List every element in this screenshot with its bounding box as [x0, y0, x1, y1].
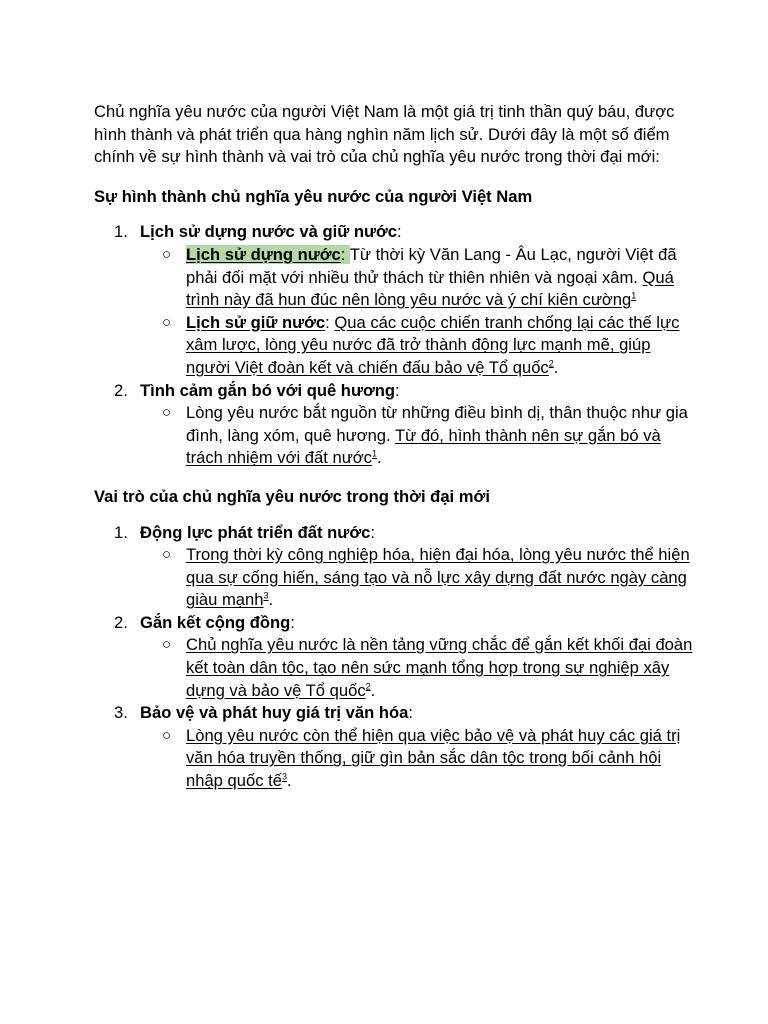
bullet-term: Lịch sử giữ nước [186, 312, 326, 332]
list-number: 3. [114, 703, 128, 723]
numbered-list [94, 221, 694, 470]
section-heading: Sự hình thành chủ nghĩa yêu nước của người Việt Nam [94, 186, 533, 206]
bullet-list [140, 402, 694, 470]
list-item-title: Lịch sử dựng nước và giữ nước [140, 222, 398, 242]
bullet-item: ○ Chủ nghĩa yêu nước là nền tảng vững chắc để gắn kết khối đại đoàn kết toàn dân tộc, tạo nên sức mạnh tổng hợp trong sự nghiệp xây dựng và bảo vệ Tổ quốc$^2$. [162, 635, 693, 700]
intro-paragraph: Chủ nghĩa yêu nước của người Việt Nam là một giá trị tinh thần quý báu, được hình thành và phát triển qua hàng nghìn năm lịch sử. Dưới đây là một số điểm chính về sự hình thành và vai trò của chủ nghĩa yêu nước trong thời đại mới: [94, 102, 675, 167]
highlighted-term: Lịch sử dựng nước [186, 244, 341, 264]
bullet-list [140, 244, 694, 380]
list-number: 1. [114, 522, 128, 542]
list-item: 3. Bảo vệ và phát huy giá trị văn hóa: ○ Lòng yêu nước còn thể hiện qua việc bảo vệ và phát huy các giá trị văn hóa truyền thống, giữ gìn bản sắc dân tộc trong bối cảnh hội nhập quốc tế$^3$. [94, 702, 694, 792]
bullet-circle-icon: ○ [162, 404, 172, 422]
bullet-circle-icon: ○ [162, 245, 172, 263]
bullet-item: ○ Lịch sử giữ nước: Qua các cuộc chiến tranh chống lại các thế lực xâm lược, lòng yêu nước đã trở thành động lực mạnh mẽ, giúp người Việt đoàn kết và chiến đấu bảo vệ Tổ quốc$^2$. [162, 312, 680, 377]
bullet-circle-icon: ○ [162, 636, 172, 654]
footnote-link[interactable]: 1 [371, 448, 377, 459]
bullet-item: ○ Lòng yêu nước còn thể hiện qua việc bảo vệ và phát huy các giá trị văn hóa truyền thống, giữ gìn bản sắc dân tộc trong bối cảnh hội nhập quốc tế$^3$. [162, 725, 681, 791]
document-body [94, 101, 694, 793]
underlined-text: Chủ nghĩa yêu nước là nền tảng vững chắc để gắn kết khối đại đoàn kết toàn dân tộc, tạo nên sức mạnh tổng hợp trong sự nghiệp xây dựng và bảo vệ Tổ quốc [186, 635, 693, 700]
underlined-text: Lòng yêu nước còn thể hiện qua việc bảo vệ và phát huy các giá trị văn hóa truyền thống, giữ gìn bản sắc dân tộc trong bối cảnh hội nhập quốc tế [186, 725, 681, 791]
footnote-link[interactable]: 2 [365, 681, 371, 692]
footnote-link[interactable]: 2 [548, 358, 554, 369]
footnote-link[interactable]: 3 [281, 771, 287, 782]
numbered-list [94, 522, 694, 793]
list-item-title: Gắn kết cộng đồng [140, 612, 291, 632]
list-number: 2. [114, 380, 128, 400]
footnote-link[interactable]: 1 [631, 290, 637, 301]
bullet-circle-icon: ○ [162, 313, 172, 331]
list-number: 1. [114, 222, 128, 242]
bullet-item: ○ Lịch sử dựng nước: Từ thời kỳ Văn Lang - Âu Lạc, người Việt đã phải đối mặt với nhiều thử thách từ thiên nhiên và ngoại xâm. Quá trình này đã hun đúc nên lòng yêu nước và ý chí kiên cường$^1$ [162, 244, 677, 310]
list-item: 1. Động lực phát triển đất nước: ○ Trong thời kỳ công nghiệp hóa, hiện đại hóa, lòng yêu nước thể hiện qua sự cống hiến, sáng tạo và nỗ lực xây dựng đất nước ngày càng giàu mạnh$^3$. [94, 522, 694, 612]
section-heading: Vai trò của chủ nghĩa yêu nước trong thời đại mới [94, 486, 490, 506]
underlined-text: Quá trình này đã hun đúc nên lòng yêu nước và ý chí kiên cường [186, 267, 674, 310]
list-item-title: Tình cảm gắn bó với quê hương [140, 380, 396, 400]
underlined-text: Trong thời kỳ công nghiệp hóa, hiện đại hóa, lòng yêu nước thể hiện qua sự cống hiến, sáng tạo và nỗ lực xây dựng đất nước ngày càng giàu mạnh [186, 545, 690, 610]
underlined-text: Qua các cuộc chiến tranh chống lại các thế lực xâm lược, lòng yêu nước đã trở thành động lực mạnh mẽ, giúp người Việt đoàn kết và chiến đấu bảo vệ Tổ quốc [186, 312, 680, 377]
bullet-item: ○ Lòng yêu nước bắt nguồn từ những điều bình dị, thân thuộc như gia đình, làng xóm, quê hương. Từ đó, hình thành nên sự gắn bó và trách nhiệm với đất nước$^1$. [162, 403, 688, 468]
bullet-item: ○ Trong thời kỳ công nghiệp hóa, hiện đại hóa, lòng yêu nước thể hiện qua sự cống hiến, sáng tạo và nỗ lực xây dựng đất nước ngày càng giàu mạnh$^3$. [162, 545, 690, 610]
bullet-list [140, 634, 694, 702]
underlined-text: Từ đó, hình thành nên sự gắn bó và trách nhiệm với đất nước [186, 425, 661, 468]
bullet-list [140, 544, 694, 612]
list-item-title: Bảo vệ và phát huy giá trị văn hóa [140, 703, 409, 723]
list-item: 2. Gắn kết cộng đồng: ○ Chủ nghĩa yêu nước là nền tảng vững chắc để gắn kết khối đại đoàn kết toàn dân tộc, tạo nên sức mạnh tổng hợp trong sự nghiệp xây dựng và bảo vệ Tổ quốc$^2$. [94, 612, 694, 702]
bullet-circle-icon: ○ [162, 726, 172, 744]
bullet-list [140, 725, 694, 793]
list-item-title: Động lực phát triển đất nước [140, 522, 371, 542]
list-item: 2. Tình cảm gắn bó với quê hương: ○ Lòng yêu nước bắt nguồn từ những điều bình dị, thân thuộc như gia đình, làng xóm, quê hương. Từ đó, hình thành nên sự gắn bó và trách nhiệm với đất nước$^1$. [94, 380, 694, 470]
list-item: 1. Lịch sử dựng nước và giữ nước: ○ Lịch sử dựng nước: Từ thời kỳ Văn Lang - Âu Lạc, người Việt đã phải đối mặt với nhiều thử thách từ thiên nhiên và ngoại xâm. Quá trình này đã hun đúc nên lòng yêu nước và ý chí kiên cường$^1$ ○ Lịch sử giữ nước: Qua các cuộc chiến tranh chống lại các thế lực xâm lược, lòng yêu nước đã trở thành động lực mạnh mẽ, giúp người Việt đoàn kết và chiến đấu bảo vệ Tổ quốc$^2$. [94, 221, 694, 379]
list-number: 2. [114, 612, 128, 632]
footnote-link[interactable]: 3 [263, 590, 269, 601]
bullet-circle-icon: ○ [162, 546, 172, 564]
